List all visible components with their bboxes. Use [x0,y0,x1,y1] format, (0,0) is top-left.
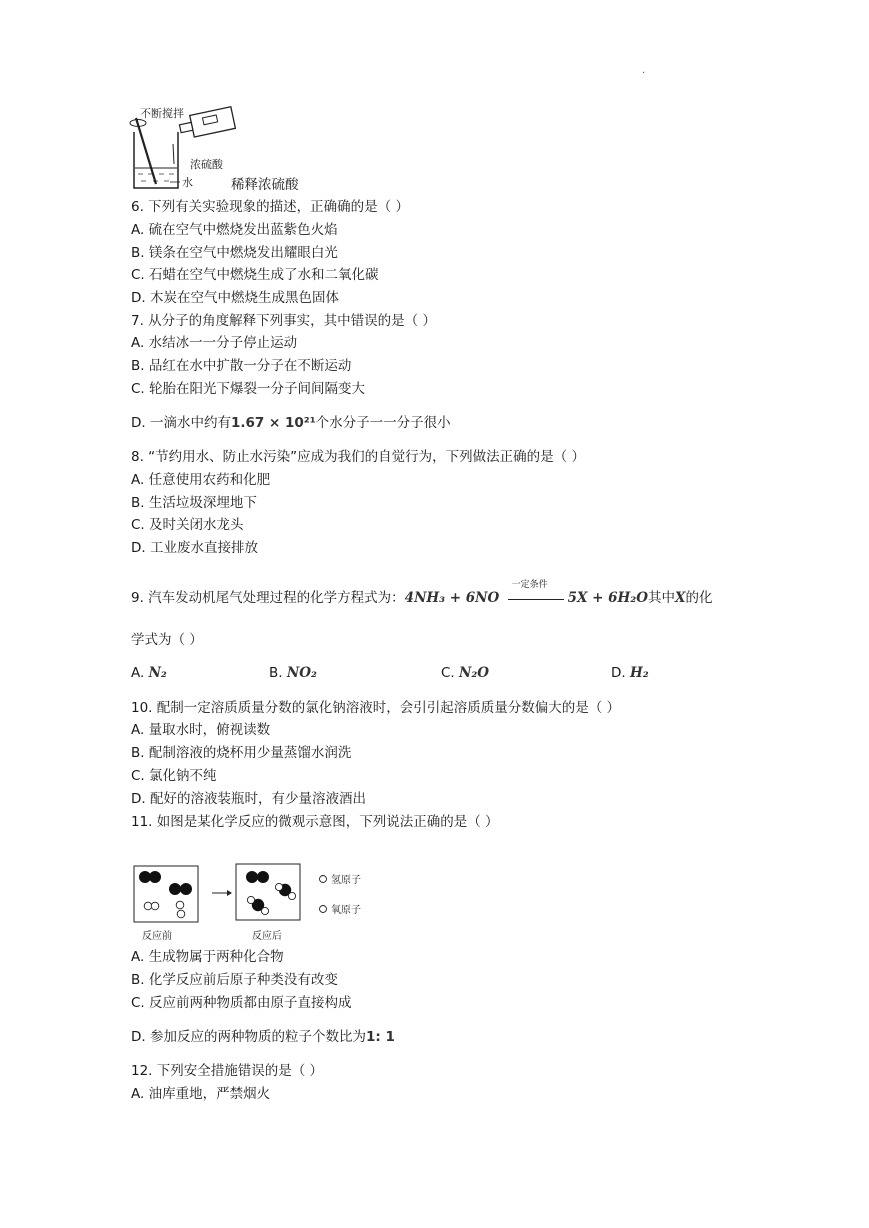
legend-oxygen: 氧原子 [331,905,361,916]
q7-stem: 7. 从分子的角度解释下列事实，其中错误的是（ ） [131,313,436,329]
q9-stem-mid: 其中 [647,590,675,606]
q7-option-d-text: D. 一滴水中约有 [131,415,231,431]
q10-option-a: A. 量取水时，俯视读数 [131,722,271,738]
stir-label: 不断搅拌 [140,107,184,120]
q11-stem: 11. 如图是某化学反应的微观示意图，下列说法正确的是（ ） [131,814,499,830]
figure-caption: 稀释浓硫酸 [231,177,299,193]
q11-option-d [131,1028,395,1046]
q10-option-c: C. 氯化钠不纯 [131,768,217,784]
q7-option-d-math: 1.67 × 10²¹ [230,415,316,431]
q9-option-c-label: C. [441,665,460,681]
q6-stem: 6. 下列有关实验现象的描述，正确确的是（ ） [131,199,409,215]
dilute-acid-figure [126,104,236,192]
q9-option-c-formula: N₂O [459,665,490,681]
q11-option-c: C. 反应前两种物质都由原子直接构成 [131,995,352,1011]
q6-option-b: B. 镁条在空气中燃烧发出耀眼白光 [131,245,338,261]
q9-stem-line2: 学式为（ ） [131,632,203,648]
q11-option-d-text: D. 参加反应的两种物质的粒子个数比为 [131,1029,366,1045]
q9-variable: X [674,590,686,606]
q9-equation-lhs: 4NH₃ + 6NO [404,590,500,606]
q7-option-d-text-2: 个水分子一一分子很小 [315,415,451,431]
q8-option-c: C. 及时关闭水龙头 [131,517,244,533]
q7-option-d [131,414,451,432]
water-label: 水 [182,176,193,189]
q9-stem-post: 的化 [685,590,713,606]
q12-stem: 12. 下列安全措施错误的是（ ） [131,1063,324,1079]
page-mark: · [642,68,646,79]
q9-option-d-formula: H₂ [629,665,649,681]
q10-stem: 10. 配制一定溶质质量分数的氯化钠溶液时，会引引起溶质质量分数偏大的是（ ） [131,700,621,716]
q7-option-b: B. 品红在水中扩散一分子在不断运动 [131,358,352,374]
q9-option-b-label: B. [269,665,287,681]
q7-option-c: C. 轮胎在阳光下爆裂一分子间间隔变大 [131,381,366,397]
q6-option-d: D. 木炭在空气中燃烧生成黑色固体 [131,290,339,306]
q9-option-c [441,665,489,681]
q11-option-a: A. 生成物属于两种化合物 [131,949,284,965]
acid-label: 浓硫酸 [190,158,223,171]
q12-option-a: A. 油库重地，严禁烟火 [131,1086,271,1102]
legend-hydrogen: 氢原子 [331,875,361,886]
q6-option-c: C. 石蜡在空气中燃烧生成了水和二氧化碳 [131,267,379,283]
q8-option-d: D. 工业废水直接排放 [131,540,258,556]
q7-option-a: A. 水结冰一一分子停止运动 [131,335,298,351]
q9-option-a-label: A. [131,665,149,681]
q9-option-a [131,665,167,681]
q8-option-b: B. 生活垃圾深埋地下 [131,495,257,511]
q6-option-a: A. 硫在空气中燃烧发出蓝紫色火焰 [131,222,338,238]
q9-option-b [269,665,317,681]
q9-stem [131,580,713,607]
q8-option-a: A. 任意使用农药和化肥 [131,472,271,488]
q10-option-d: D. 配好的溶液装瓶时，有少量溶液酒出 [131,791,366,807]
q9-option-d-label: D. [611,665,630,681]
reaction-diagram [130,860,380,944]
q9-option-b-formula: NO₂ [286,665,317,681]
after-caption: 反应后 [252,931,282,942]
q9-option-a-formula: N₂ [148,665,167,681]
acid-bottle [178,107,235,140]
q8-stem: 8. “节约用水、防止水污染”应成为我们的自觉行为，下列做法正确的是（ ） [131,449,585,465]
q9-stem-text: 9. 汽车发动机尾气处理过程的化学方程式为： [131,590,405,606]
beaker [134,132,178,188]
q9-reaction-arrow [508,580,564,604]
q11-option-b: B. 化学反应前后原子种类没有改变 [131,972,338,988]
q11-option-d-ratio: 1: 1 [365,1029,395,1045]
q9-equation-rhs: 5X + 6H₂O [567,590,648,606]
q9-condition: 一定条件 [511,580,548,590]
q9-option-d [611,665,649,681]
before-caption: 反应前 [142,931,172,942]
q10-option-b: B. 配制溶液的烧杯用少量蒸馏水润洗 [131,745,352,761]
